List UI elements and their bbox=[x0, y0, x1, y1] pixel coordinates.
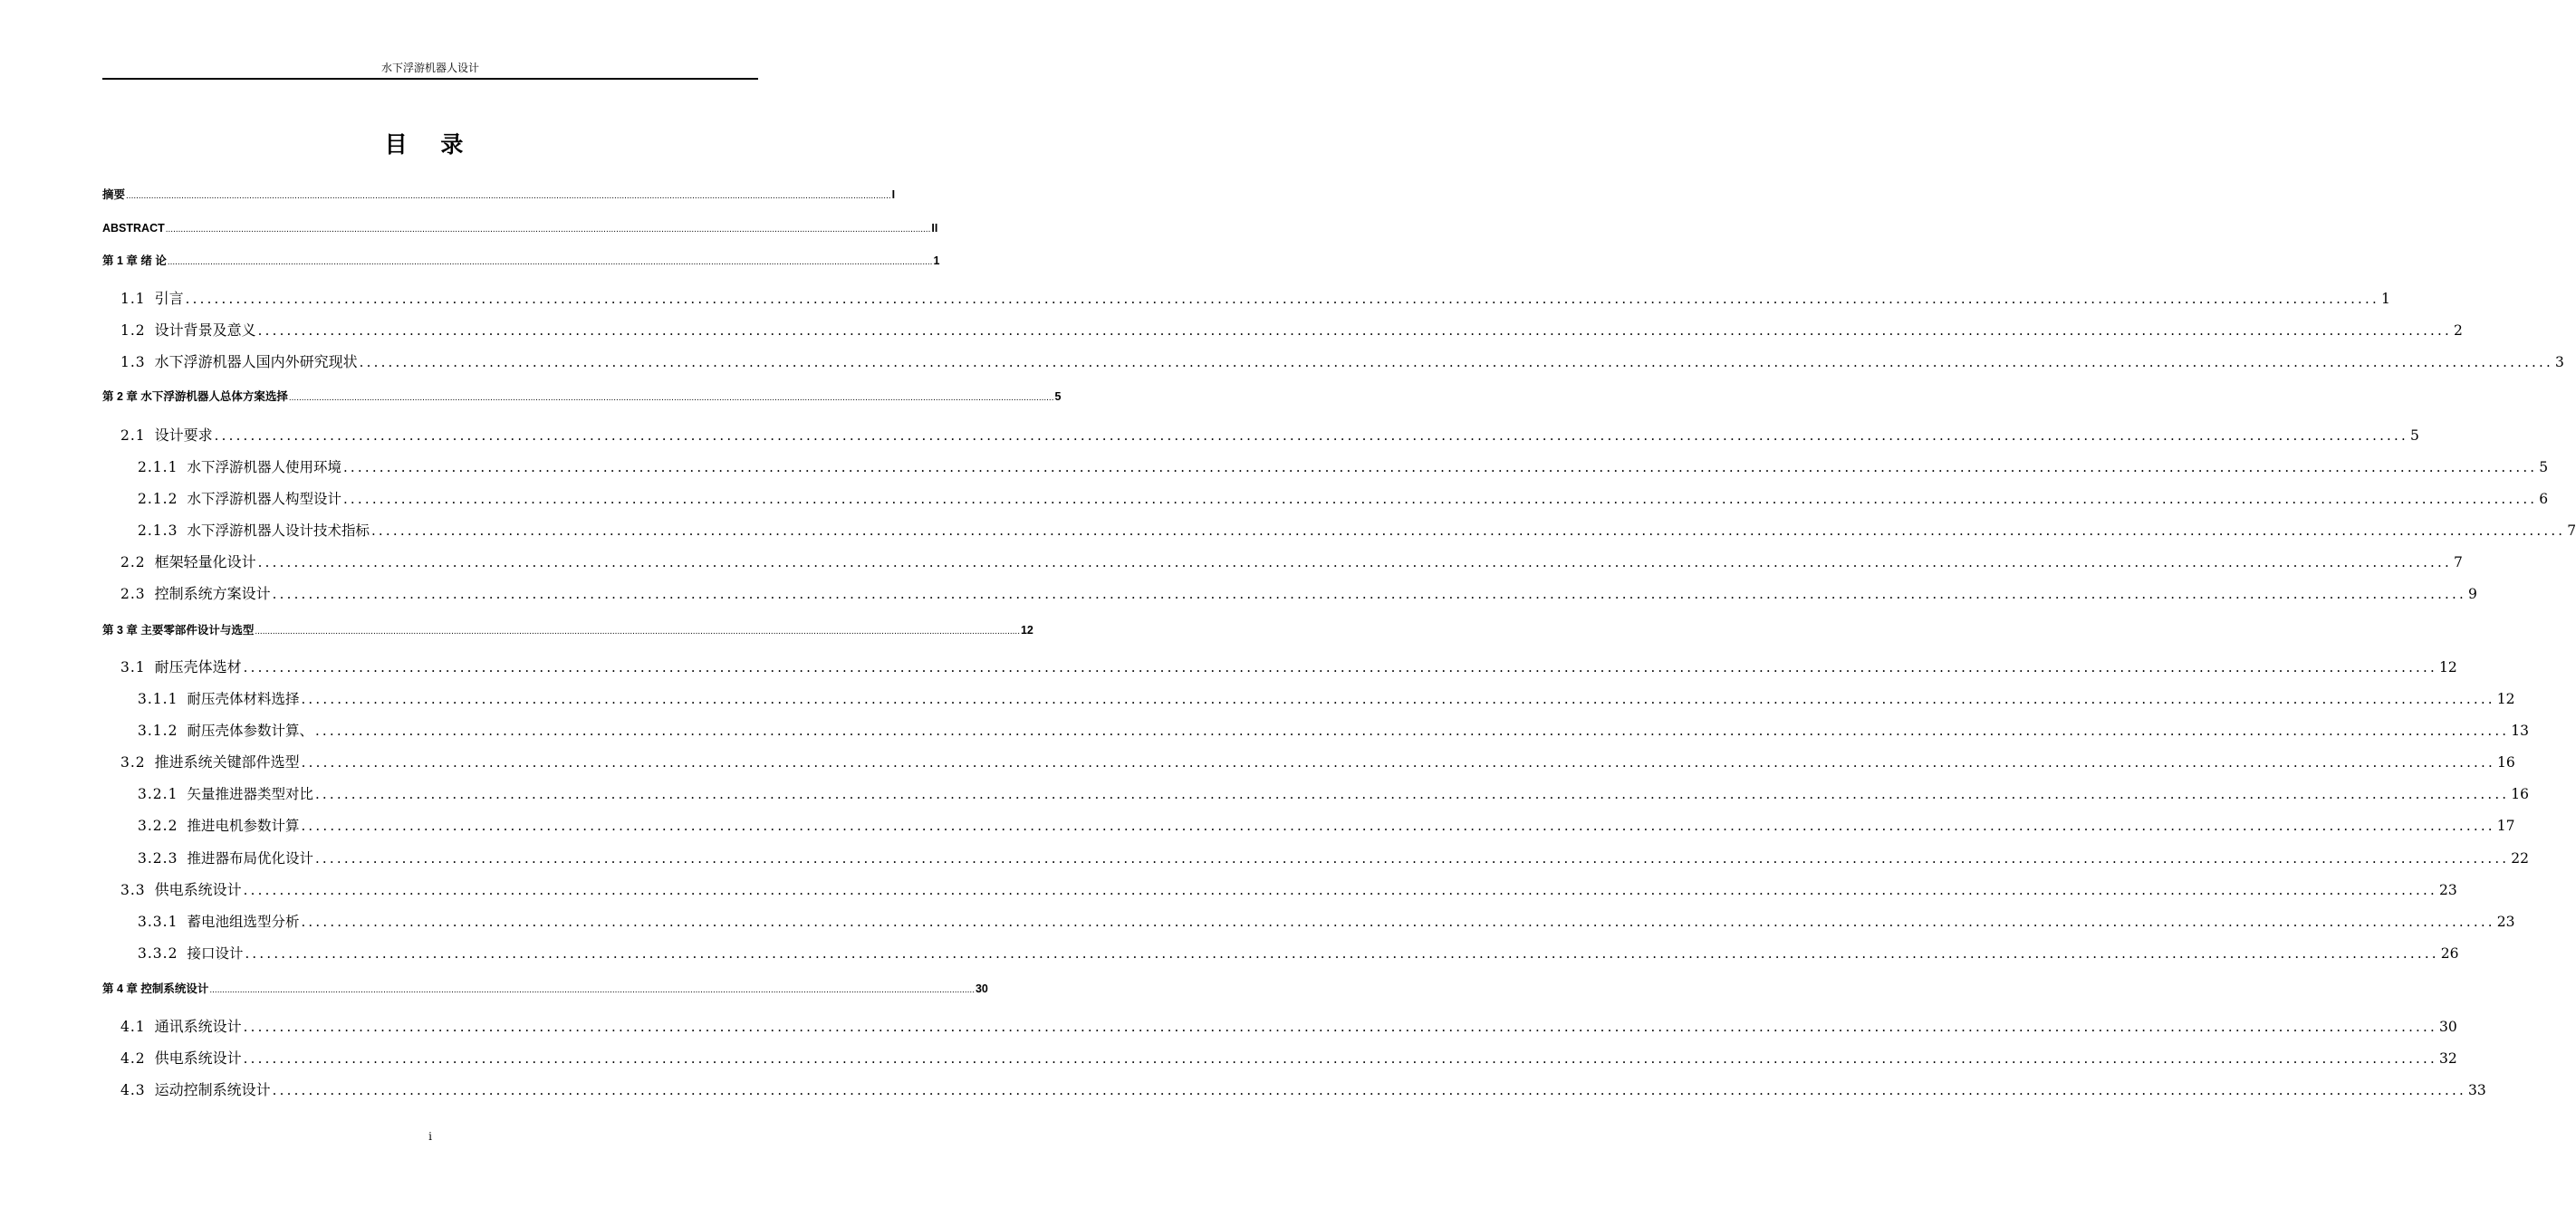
toc-chapter-entry[interactable] bbox=[102, 187, 896, 205]
toc-entry-page-number: 6 bbox=[2539, 491, 2549, 507]
toc-section-entry[interactable] bbox=[120, 583, 2477, 605]
toc-section-entry[interactable] bbox=[120, 288, 2390, 310]
dot-leader: ................................................................................................................................................................................................................................................................................................................ bbox=[245, 945, 2439, 962]
page-footer bbox=[0, 1130, 860, 1143]
toc-section-entry[interactable] bbox=[120, 1016, 2457, 1038]
toc-chapter-entry[interactable] bbox=[102, 253, 940, 271]
toc-entry-label: 矢量推进器类型对比 bbox=[187, 786, 313, 802]
dot-leader: ................................................................................................................................................................................................................................................................................................................ bbox=[314, 786, 2510, 802]
toc-entry-page-number: 30 bbox=[2438, 1019, 2457, 1035]
dot-leader: ................................................................................................................................................................................................................................................................................................................ bbox=[301, 818, 2495, 834]
toc-entry-label: 第 2 章 水下浮游机器人总体方案选择 bbox=[102, 390, 288, 403]
dot-leader: ................................................................................................................................................................................................................................................................................................................ bbox=[257, 554, 2452, 570]
dot-leader: ................................................................................................................................................................................................................................................................................................................ bbox=[126, 191, 891, 201]
toc-entry-number: 3.3.1 bbox=[138, 914, 178, 930]
dot-leader: ................................................................................................................................................................................................................................................................................................................ bbox=[214, 427, 2408, 444]
toc-entry-number: 2.1 bbox=[120, 427, 146, 444]
toc-entry-page-number: 23 bbox=[2438, 882, 2457, 898]
toc-entry-label: 接口设计 bbox=[187, 945, 244, 962]
toc-subsection-entry[interactable] bbox=[138, 520, 2576, 541]
toc-section-entry[interactable] bbox=[120, 425, 2419, 446]
toc-entry-number: 3.2.2 bbox=[138, 818, 178, 834]
toc-entry-number: 3.1 bbox=[120, 659, 146, 676]
toc-entry-page-number: 26 bbox=[2440, 945, 2459, 962]
toc-subsection-entry[interactable] bbox=[138, 488, 2549, 510]
toc-entry-label: 水下浮游机器人设计技术指标 bbox=[187, 522, 370, 539]
toc-section-entry[interactable] bbox=[120, 320, 2463, 341]
dot-leader: ................................................................................................................................................................................................................................................................................................................ bbox=[243, 1019, 2437, 1035]
toc-entry-label: 水下浮游机器人使用环境 bbox=[187, 459, 341, 475]
toc-subsection-entry[interactable] bbox=[138, 688, 2515, 710]
header-text: 水下浮游机器人设计 bbox=[380, 62, 479, 74]
toc-entry-label: 框架轻量化设计 bbox=[154, 553, 256, 570]
toc-entry-page-number: 30 bbox=[975, 982, 988, 995]
toc-entry-label: 水下浮游机器人构型设计 bbox=[187, 491, 341, 507]
toc-section-entry[interactable] bbox=[120, 752, 2515, 773]
toc-entry-page-number: 33 bbox=[2467, 1082, 2486, 1098]
toc-entry-label: 水下浮游机器人国内外研究现状 bbox=[154, 353, 358, 370]
dot-leader: ................................................................................................................................................................................................................................................................................................................ bbox=[167, 257, 933, 267]
toc-section-entry[interactable] bbox=[120, 351, 2564, 373]
toc-entry-label: 引言 bbox=[154, 290, 184, 307]
toc-entry-label: ABSTRACT bbox=[102, 222, 165, 235]
dot-leader: ................................................................................................................................................................................................................................................................................................................ bbox=[301, 754, 2495, 771]
toc-entry-label: 设计要求 bbox=[154, 426, 213, 444]
dot-leader: ................................................................................................................................................................................................................................................................................................................ bbox=[314, 850, 2510, 867]
toc-subsection-entry[interactable] bbox=[138, 456, 2549, 478]
dot-leader: ................................................................................................................................................................................................................................................................................................................ bbox=[243, 882, 2437, 898]
toc-entry-label: 推进电机参数计算 bbox=[187, 818, 300, 834]
toc-entry-page-number: 12 bbox=[2496, 691, 2515, 707]
toc-entry-number: 4.3 bbox=[120, 1082, 146, 1098]
dot-leader: ................................................................................................................................................................................................................................................................................................................ bbox=[342, 459, 2538, 475]
toc-entry-number: 4.2 bbox=[120, 1050, 146, 1067]
toc-entry-number: 2.2 bbox=[120, 554, 146, 570]
toc-section-entry[interactable] bbox=[120, 1079, 2486, 1101]
toc-subsection-entry[interactable] bbox=[138, 815, 2515, 837]
toc-chapter-entry[interactable] bbox=[102, 220, 938, 238]
dot-leader: ................................................................................................................................................................................................................................................................................................................ bbox=[243, 659, 2437, 676]
toc-entry-page-number: 1 bbox=[933, 254, 940, 267]
toc-entry-page-number: 2 bbox=[2453, 322, 2463, 339]
dot-leader: ................................................................................................................................................................................................................................................................................................................ bbox=[359, 354, 2553, 370]
dot-leader: ................................................................................................................................................................................................................................................................................................................ bbox=[314, 723, 2510, 739]
dot-leader: ................................................................................................................................................................................................................................................................................................................ bbox=[257, 322, 2452, 339]
toc-entry-label: 耐压壳体参数计算、 bbox=[187, 723, 313, 739]
dot-leader: ................................................................................................................................................................................................................................................................................................................ bbox=[288, 393, 1054, 403]
toc-entry-number: 2.3 bbox=[120, 586, 146, 602]
toc-chapter-entry[interactable] bbox=[102, 622, 1033, 640]
toc-entry-number: 3.2 bbox=[120, 754, 146, 771]
toc-entry-page-number: 32 bbox=[2438, 1050, 2457, 1067]
toc-subsection-entry[interactable] bbox=[138, 911, 2515, 933]
toc-entry-page-number: 17 bbox=[2496, 818, 2515, 834]
toc-chapter-entry[interactable] bbox=[102, 981, 988, 999]
dot-leader: ................................................................................................................................................................................................................................................................................................................ bbox=[185, 291, 2379, 307]
toc-entry-label: 设计背景及意义 bbox=[154, 321, 256, 339]
toc-entry-label: 运动控制系统设计 bbox=[154, 1081, 271, 1098]
toc-entry-label: 供电系统设计 bbox=[154, 881, 242, 898]
toc-entry-number: 3.1.2 bbox=[138, 723, 178, 739]
page-number: i bbox=[428, 1130, 432, 1143]
toc-entry-number: 1.3 bbox=[120, 354, 146, 370]
toc-entry-page-number: 23 bbox=[2496, 914, 2515, 930]
toc-entry-number: 3.3.2 bbox=[138, 945, 178, 962]
toc-entry-number: 3.2.1 bbox=[138, 786, 178, 802]
toc-entry-page-number: 16 bbox=[2496, 754, 2515, 771]
dot-leader: ................................................................................................................................................................................................................................................................................................................ bbox=[165, 225, 931, 235]
toc-section-entry[interactable] bbox=[120, 879, 2457, 901]
toc-entry-number: 2.1.2 bbox=[138, 491, 178, 507]
toc-entry-page-number: II bbox=[931, 222, 938, 235]
toc-entry-page-number: 5 bbox=[2409, 427, 2419, 444]
toc-section-entry[interactable] bbox=[120, 551, 2463, 573]
toc-subsection-entry[interactable] bbox=[138, 783, 2529, 805]
dot-leader: ................................................................................................................................................................................................................................................................................................................ bbox=[370, 522, 2566, 539]
toc-entry-label: 第 1 章 绪 论 bbox=[102, 254, 167, 267]
toc-entry-label: 第 4 章 控制系统设计 bbox=[102, 982, 209, 995]
toc-entry-number: 3.1.1 bbox=[138, 691, 178, 707]
dot-leader: ................................................................................................................................................................................................................................................................................................................ bbox=[209, 985, 975, 995]
toc-entry-label: 耐压壳体材料选择 bbox=[187, 691, 300, 707]
toc-entry-page-number: 16 bbox=[2511, 786, 2529, 802]
toc-entry-page-number: 7 bbox=[2567, 522, 2576, 539]
toc-entry-number: 1.1 bbox=[120, 291, 146, 307]
toc-entry-page-number: 7 bbox=[2453, 554, 2463, 570]
page-title: 目 录 bbox=[384, 131, 476, 158]
toc-entry-number: 2.1.3 bbox=[138, 522, 178, 539]
toc-chapter-entry[interactable] bbox=[102, 388, 1062, 407]
toc-entry-page-number: 5 bbox=[1054, 390, 1062, 403]
dot-leader: ................................................................................................................................................................................................................................................................................................................ bbox=[301, 914, 2495, 930]
toc-entry-page-number: 3 bbox=[2554, 354, 2564, 370]
dot-leader: ................................................................................................................................................................................................................................................................................................................ bbox=[342, 491, 2538, 507]
dot-leader: ................................................................................................................................................................................................................................................................................................................ bbox=[272, 1082, 2466, 1098]
toc-entry-page-number: 1 bbox=[2380, 291, 2390, 307]
toc-entry-label: 蓄电池组选型分析 bbox=[187, 914, 300, 930]
toc-entry-label: 摘要 bbox=[102, 188, 126, 201]
toc-section-entry[interactable] bbox=[120, 656, 2457, 678]
dot-leader: ................................................................................................................................................................................................................................................................................................................ bbox=[255, 627, 1020, 637]
toc-entry-page-number: 22 bbox=[2511, 850, 2529, 867]
dot-leader: ................................................................................................................................................................................................................................................................................................................ bbox=[243, 1050, 2437, 1067]
toc-entry-page-number: 13 bbox=[2511, 723, 2529, 739]
dot-leader: ................................................................................................................................................................................................................................................................................................................ bbox=[301, 691, 2495, 707]
toc-entry-page-number: I bbox=[891, 188, 896, 201]
toc-entry-label: 通讯系统设计 bbox=[154, 1018, 242, 1035]
toc-entry-label: 耐压壳体选材 bbox=[154, 658, 242, 676]
toc-entry-number: 2.1.1 bbox=[138, 459, 178, 475]
toc-entry-label: 供电系统设计 bbox=[154, 1049, 242, 1067]
toc-entry-label: 控制系统方案设计 bbox=[154, 585, 271, 602]
toc-subsection-entry[interactable] bbox=[138, 720, 2529, 742]
toc-entry-page-number: 9 bbox=[2467, 586, 2477, 602]
toc-entry-number: 3.3 bbox=[120, 882, 146, 898]
toc-entry-number: 4.1 bbox=[120, 1019, 146, 1035]
toc-entry-label: 第 3 章 主要零部件设计与选型 bbox=[102, 624, 255, 637]
toc-subsection-entry[interactable] bbox=[138, 848, 2529, 869]
toc-entry-number: 1.2 bbox=[120, 322, 146, 339]
toc-entry-page-number: 12 bbox=[1020, 624, 1033, 637]
toc-entry-page-number: 12 bbox=[2438, 659, 2457, 676]
toc-entry-page-number: 5 bbox=[2539, 459, 2549, 475]
toc-entry-label: 推进系统关键部件选型 bbox=[154, 753, 300, 771]
toc-entry-label: 推进器布局优化设计 bbox=[187, 850, 313, 867]
toc-subsection-entry[interactable] bbox=[138, 943, 2459, 964]
toc-entry-number: 3.2.3 bbox=[138, 850, 178, 867]
toc-section-entry[interactable] bbox=[120, 1048, 2457, 1069]
dot-leader: ................................................................................................................................................................................................................................................................................................................ bbox=[272, 586, 2466, 602]
